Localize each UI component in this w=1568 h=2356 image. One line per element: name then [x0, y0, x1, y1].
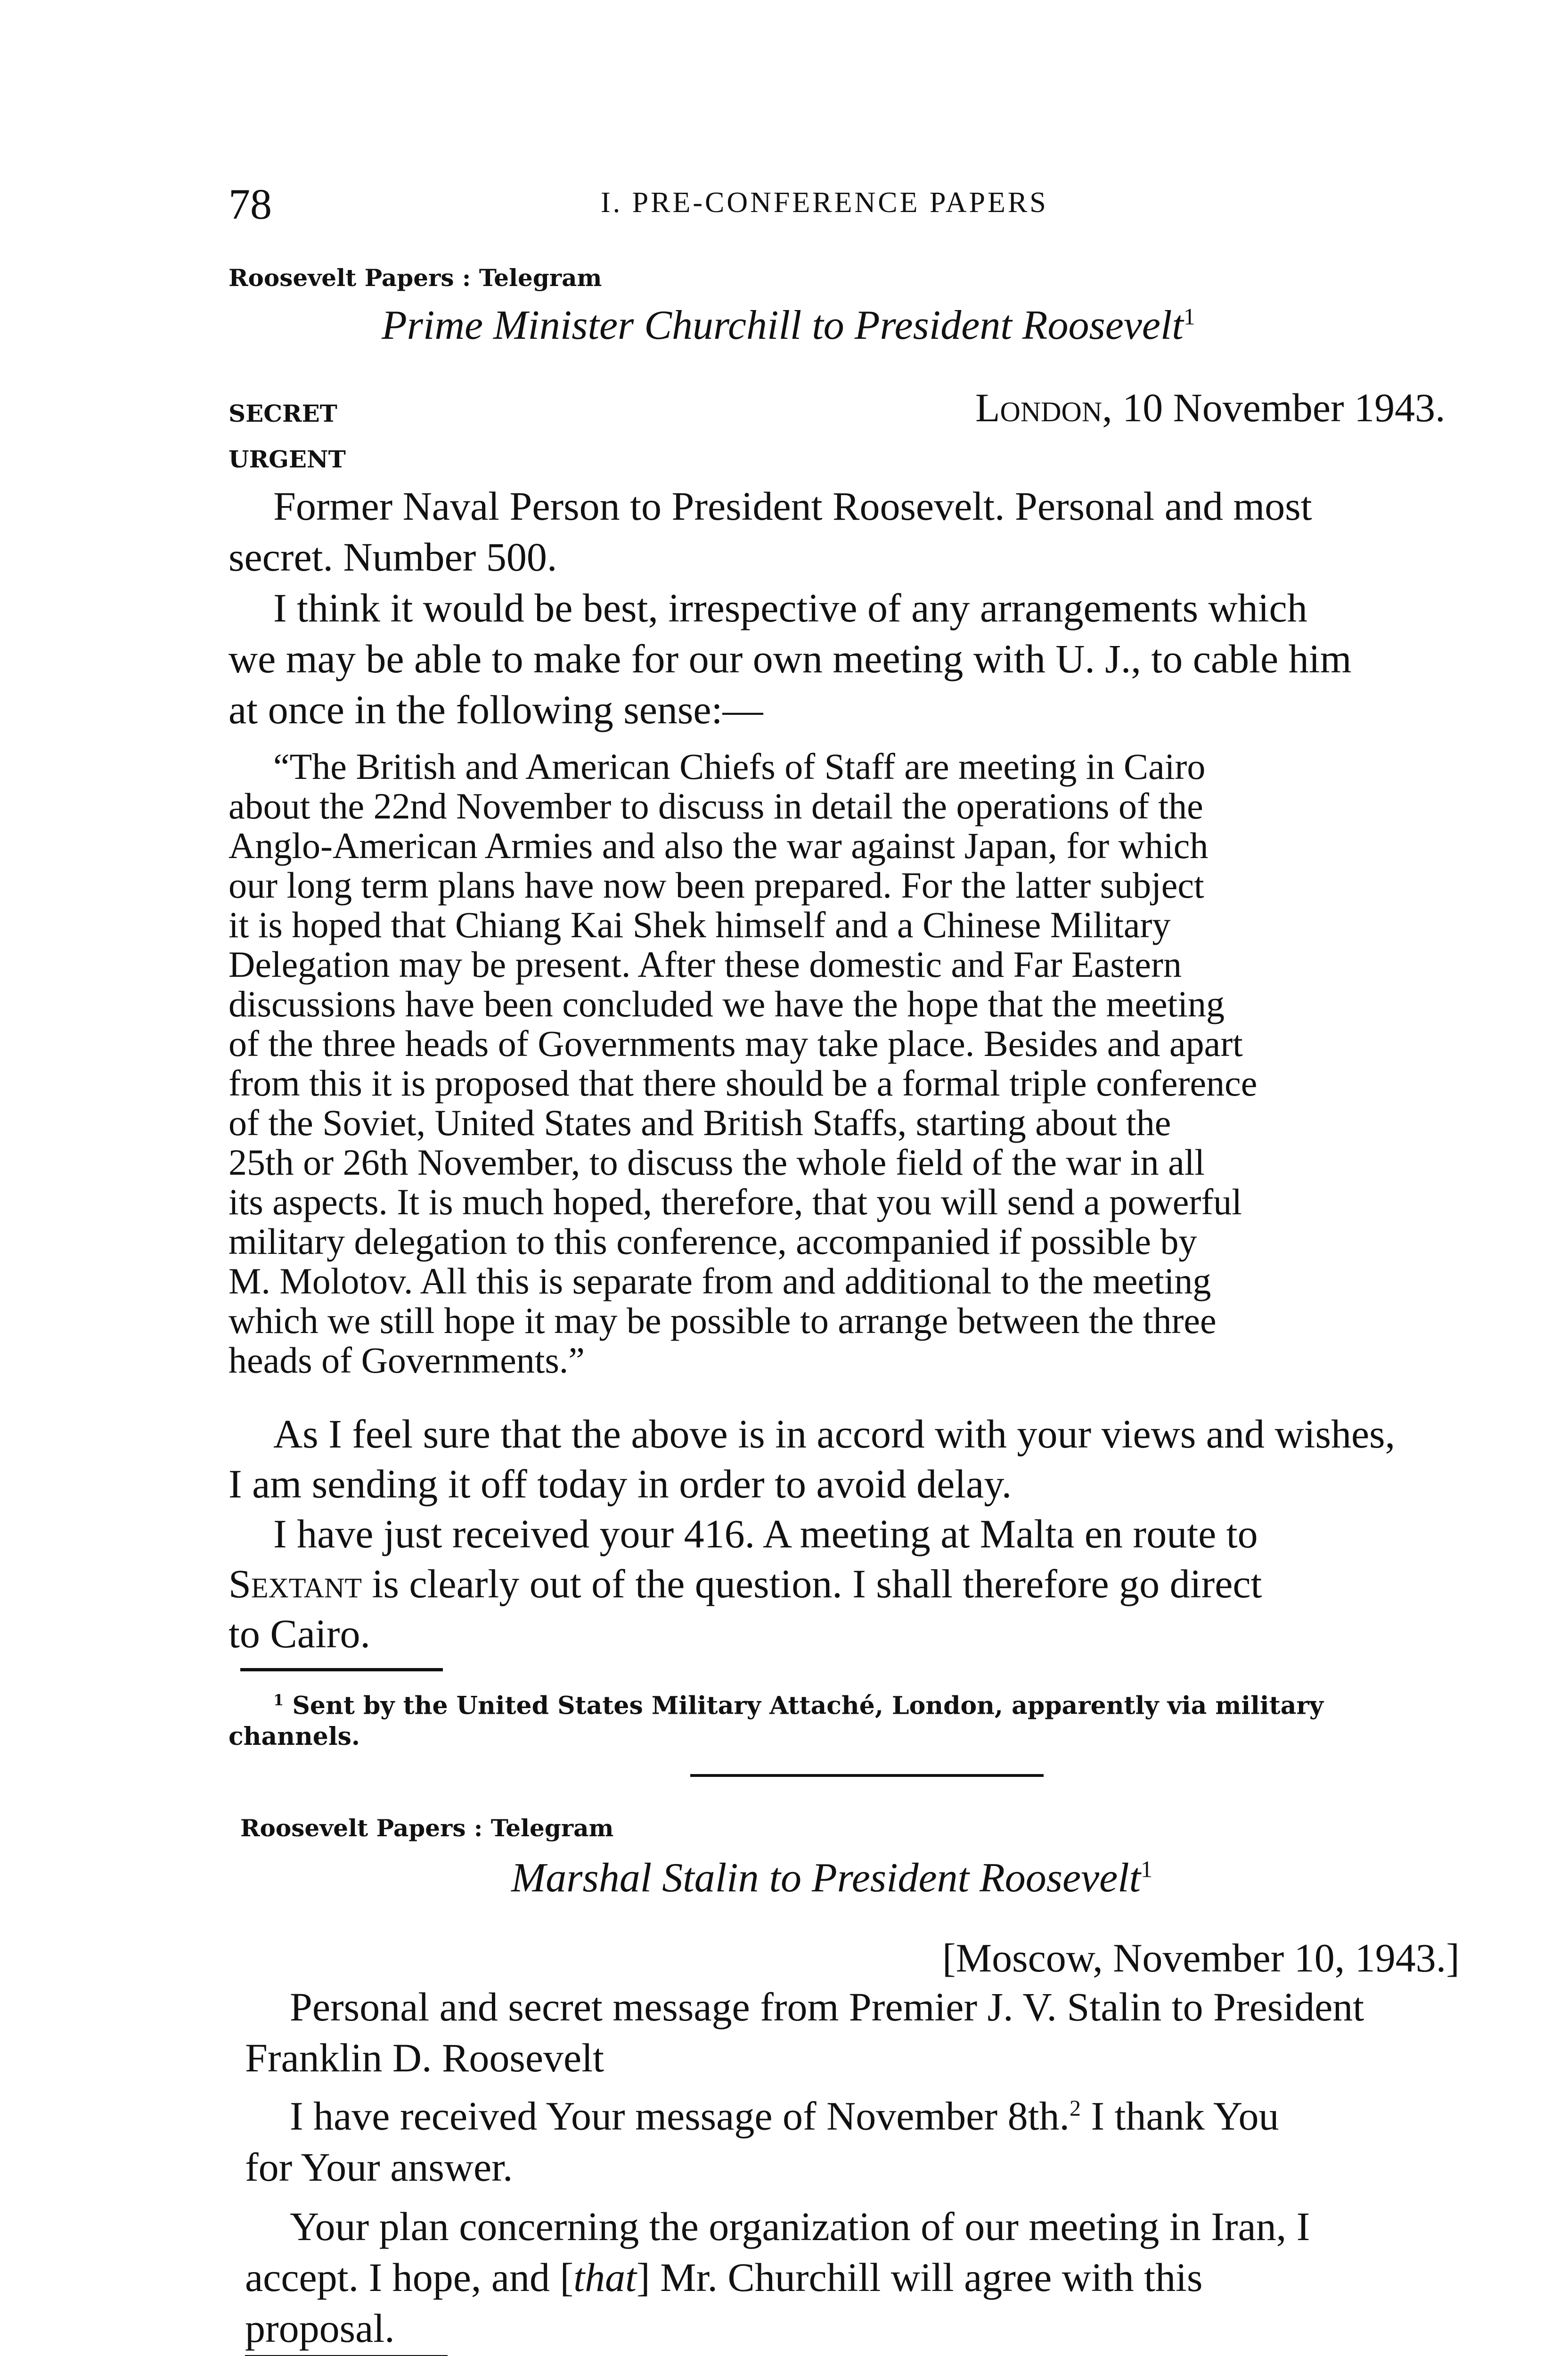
quote-line — [229, 1143, 1491, 1182]
body-line — [245, 2142, 1498, 2192]
footnote-text: channels. — [229, 1722, 360, 1751]
quote-line-text: 25th or 26th November, to discuss the whole field of the war in all — [229, 1142, 1205, 1183]
classification-secret: SECRET — [229, 400, 337, 427]
doc1-closing — [229, 1409, 1491, 1659]
body-line-text: proposal. — [245, 2305, 395, 2351]
doc1-body — [229, 481, 1491, 735]
dateline-date: , 10 November 1943. — [1102, 385, 1446, 430]
footnote-text: Sent by the United States Military Attaché, London, apparently via military — [292, 1691, 1323, 1720]
quote-line-text: our long term plans have now been prepared. For the latter subject — [229, 865, 1204, 906]
quote-line — [229, 747, 1491, 786]
quote-line-text: military delegation to this conference, accompanied if possible by — [229, 1221, 1197, 1262]
quote-line-text: discussions have been concluded we have the hope that the meeting — [229, 983, 1225, 1024]
body-line — [245, 2303, 1498, 2354]
page-number: 78 — [229, 180, 272, 228]
footnote-rule — [240, 1668, 443, 1671]
quote-line — [229, 866, 1491, 905]
body-line — [229, 1509, 1491, 1559]
body-line — [245, 1981, 1498, 2032]
quote-line — [229, 1024, 1491, 1063]
body-line-text: we may be able to make for our own meeting with U. J., to cable him — [229, 636, 1352, 681]
quote-line — [229, 905, 1491, 945]
body-line — [229, 481, 1491, 532]
body-line-text: As I feel sure that the above is in accord with your views and wishes, — [273, 1411, 1396, 1456]
quote-line — [229, 1222, 1491, 1261]
quote-line-text: about the 22nd November to discuss in detail the operations of the — [229, 785, 1203, 826]
body-line — [245, 2252, 1498, 2303]
quote-line-text: M. Molotov. All this is separate from and additional to the meeting — [229, 1260, 1211, 1301]
body-line — [245, 2083, 1498, 2142]
body-line-text: for Your answer. — [245, 2144, 513, 2190]
quote-line-text: its aspects. It is much hoped, therefore, that you will send a powerful — [229, 1181, 1242, 1222]
running-title: I. PRE-CONFERENCE PAPERS — [601, 187, 1048, 219]
doc2-title-text: Marshal Stalin to President Roosevelt — [511, 1855, 1141, 1901]
quote-line — [229, 1103, 1491, 1143]
body-line-text: secret. Number 500. — [229, 534, 557, 580]
body-line — [229, 1609, 1491, 1659]
doc1-footnote — [229, 1685, 1501, 1752]
quote-line — [229, 786, 1491, 826]
quote-line-text: Anglo-American Armies and also the war against Japan, for which — [229, 825, 1209, 866]
footnote-ref: 2 — [1070, 2096, 1081, 2121]
quote-line — [229, 1301, 1491, 1341]
quote-line — [229, 1341, 1491, 1380]
body-line — [229, 1459, 1491, 1509]
section-divider — [690, 1774, 1044, 1777]
body-line-text: at once in the following sense:— — [229, 687, 763, 732]
body-line-text: I am sending it off today in order to avoid delay. — [229, 1461, 1012, 1506]
body-line — [229, 582, 1491, 633]
doc1-dateline — [975, 384, 1446, 431]
doc1-title — [382, 302, 1195, 349]
body-line-italic: that — [573, 2254, 637, 2300]
quote-line-text: Delegation may be present. After these domestic and Far Eastern — [229, 944, 1182, 985]
body-line — [229, 532, 1491, 582]
body-line-text: Franklin D. Roosevelt — [245, 2035, 604, 2080]
source-line-1: Roosevelt Papers : Telegram — [229, 264, 602, 292]
doc2-dateline: [Moscow, November 10, 1943.] — [942, 1935, 1460, 1980]
classification-urgent: URGENT — [229, 445, 346, 473]
quote-line-text: of the Soviet, United States and British Staffs, starting about the — [229, 1102, 1171, 1143]
quote-line-text: which we still hope it may be possible to arrange between the three — [229, 1300, 1217, 1341]
doc2-body — [245, 1981, 1498, 2354]
quote-line — [229, 984, 1491, 1024]
body-line-text: I have just received your 416. A meeting at Malta en route to — [273, 1511, 1258, 1556]
quote-line — [229, 1182, 1491, 1222]
body-line — [245, 2201, 1498, 2252]
body-line-text: accept. I hope, and [ — [245, 2254, 574, 2300]
sextant-codeword: Sextant — [229, 1561, 362, 1606]
quote-line — [229, 945, 1491, 984]
body-line — [229, 1559, 1491, 1609]
body-line-text: ] Mr. Churchill will agree with this — [637, 2254, 1203, 2300]
quote-line-text: heads of Governments.” — [229, 1340, 585, 1381]
body-line-text: I thank You — [1091, 2093, 1279, 2139]
body-line-text: I have received Your message of November 8th. — [290, 2093, 1070, 2139]
dateline-place: London — [975, 385, 1102, 430]
quote-line — [229, 1261, 1491, 1301]
doc1-title-text: Prime Minister Churchill to President Roosevelt — [382, 303, 1184, 348]
body-line-text: to Cairo. — [229, 1611, 370, 1656]
quote-line-text: from this it is proposed that there should be a formal triple conference — [229, 1063, 1258, 1104]
body-line-text: Your plan concerning the organization of our meeting in Iran, I — [290, 2203, 1310, 2249]
footnote-mark: 1 — [273, 1691, 284, 1709]
quote-line — [229, 826, 1491, 866]
body-line — [245, 2032, 1498, 2083]
quoted-message — [229, 747, 1491, 1380]
body-line-text: I think it would be best, irrespective of any arrangements which — [273, 585, 1307, 630]
body-line — [229, 1409, 1491, 1459]
doc1-title-footnote-ref: 1 — [1183, 303, 1195, 330]
quote-line-text: “The British and American Chiefs of Staff are meeting in Cairo — [273, 746, 1206, 787]
body-line — [229, 633, 1491, 684]
body-line-text: is clearly out of the question. I shall therefore go direct — [372, 1561, 1262, 1606]
quote-line-text: it is hoped that Chiang Kai Shek himself and a Chinese Military — [229, 904, 1171, 945]
quote-line — [229, 1063, 1491, 1103]
source-line-2: Roosevelt Papers : Telegram — [240, 1814, 614, 1842]
footnote-line — [229, 1721, 1501, 1752]
footnote-line — [229, 1685, 1501, 1721]
doc2-title-footnote-ref: 1 — [1141, 1856, 1153, 1882]
body-line-text: Personal and secret message from Premier J. V. Stalin to President — [290, 1984, 1364, 2029]
quote-line-text: of the three heads of Governments may take place. Besides and apart — [229, 1023, 1243, 1064]
body-line-text: Former Naval Person to President Roosevelt. Personal and most — [273, 483, 1312, 529]
body-line — [229, 684, 1491, 735]
doc2-title — [511, 1854, 1152, 1902]
